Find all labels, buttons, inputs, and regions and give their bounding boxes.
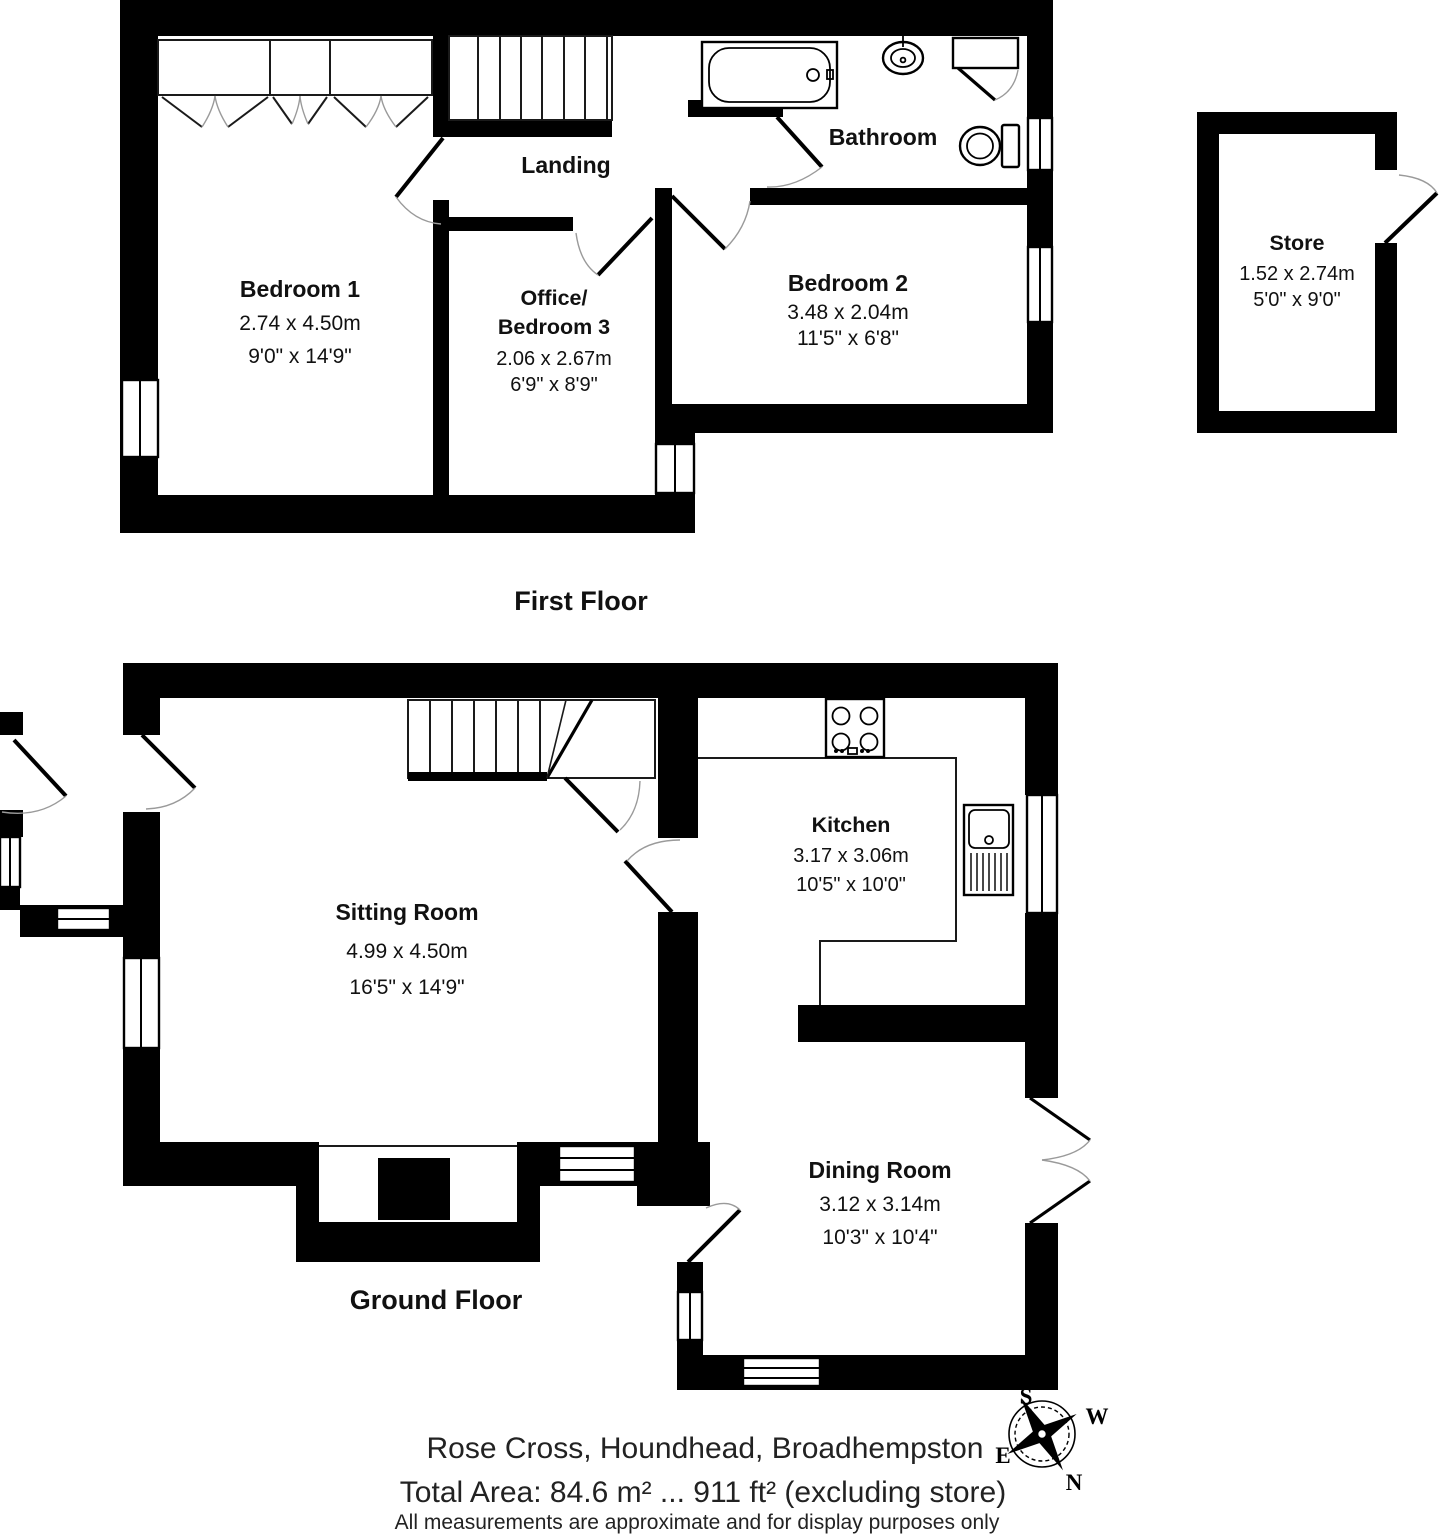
window-dining-west	[678, 1292, 702, 1340]
window-sitting-south	[559, 1146, 635, 1182]
compass-south: S	[1019, 1384, 1033, 1409]
ff-wall-bottom	[120, 495, 695, 533]
gf-wall-topleft-corner	[123, 663, 160, 735]
bathroom-label: Bathroom	[828, 124, 938, 150]
title-block	[395, 1432, 1007, 1534]
kitchen-label: Kitchen	[811, 813, 891, 837]
gf-wall-top	[123, 663, 1058, 698]
door-office	[576, 218, 652, 275]
gf-bay-bottom	[296, 1222, 540, 1262]
store-dim-metric: 1.52 x 2.74m	[1239, 263, 1355, 285]
gf-wall-corner-post	[637, 1142, 710, 1206]
window-porch-west	[0, 837, 20, 887]
compass-west: W	[1085, 1404, 1109, 1429]
staircase-ground-floor	[408, 700, 655, 781]
office-label-line1: Office/	[520, 286, 588, 310]
dining-room-dim-metric: 3.12 x 3.14m	[819, 1193, 941, 1216]
window-office-south	[656, 444, 694, 493]
staircase-first-floor	[449, 36, 612, 120]
ground-floor-title: Ground Floor	[349, 1285, 523, 1315]
store-dim-imperial: 5'0" x 9'0"	[1253, 289, 1341, 311]
sink-icon	[964, 805, 1013, 895]
office-dim-imperial: 6'9" x 8'9"	[510, 374, 598, 396]
sitting-room-dim-metric: 4.99 x 4.50m	[346, 940, 468, 963]
window-bathroom-east	[1028, 118, 1052, 170]
hob-icon	[826, 699, 884, 757]
office-dim-metric: 2.06 x 2.67m	[496, 348, 612, 370]
fireplace-icon	[378, 1158, 450, 1220]
door-bedroom2	[672, 196, 750, 249]
ff-wall-bedroom2-top	[750, 188, 1027, 205]
door-front	[2, 740, 66, 813]
gf-wall-right-a	[1025, 663, 1058, 795]
gf-dining-west-jamb	[677, 1262, 703, 1292]
ff-wall-right	[1027, 0, 1053, 433]
window-kitchen-east	[1027, 795, 1057, 913]
kitchen-dim-metric: 3.17 x 3.06m	[793, 845, 909, 867]
door-stairs	[565, 778, 640, 832]
total-area-line: Total Area: 84.6 m² ... 911 ft² (excluding store)	[399, 1476, 1007, 1509]
first-floor-plan	[120, 0, 1053, 616]
gf-wall-divider-lower	[658, 912, 698, 1142]
address-line: Rose Cross, Houndhead, Broadhempston	[426, 1432, 984, 1465]
compass-east: E	[995, 1443, 1011, 1468]
window-bedroom2-east	[1028, 247, 1052, 322]
bathtub-icon	[702, 42, 837, 108]
landing-label: Landing	[521, 152, 611, 178]
ff-wall-stair-bottom	[433, 120, 612, 137]
french-doors-dining	[1030, 1098, 1090, 1223]
gf-wall-right-c	[1025, 1223, 1058, 1390]
gf-dining-bottom	[677, 1355, 1058, 1390]
store-label: Store	[1269, 231, 1325, 255]
kitchen-dim-imperial: 10'5" x 10'0"	[796, 874, 906, 896]
door-dining	[688, 1203, 740, 1262]
door-bathroom	[767, 117, 822, 187]
disclaimer-line: All measurements are approximate and for display purposes only	[394, 1511, 1000, 1534]
toilet-icon	[960, 125, 1019, 167]
first-floor-title: First Floor	[514, 586, 648, 616]
office-label-line2: Bedroom 3	[497, 315, 611, 339]
bedroom2-label: Bedroom 2	[787, 270, 909, 296]
bedroom1-dim-metric: 2.74 x 4.50m	[239, 312, 361, 335]
window-bedroom1-west	[122, 380, 158, 457]
gf-wall-divider-upper	[658, 663, 698, 838]
store-plan	[1197, 112, 1437, 433]
door-kitchen	[625, 840, 680, 912]
dining-room-label: Dining Room	[808, 1157, 952, 1183]
gf-bay-right	[517, 1186, 540, 1262]
porch-wall-low	[0, 887, 20, 910]
window-dining-south	[743, 1358, 820, 1386]
ground-floor-plan	[0, 663, 1090, 1390]
ff-wall-bedroom1-east	[433, 200, 449, 495]
bedroom1-dim-imperial: 9'0" x 14'9"	[248, 345, 352, 368]
gf-wall-right-b	[1025, 913, 1058, 1098]
ff-wall-office-top	[449, 217, 573, 231]
dining-room-dim-imperial: 10'3" x 10'4"	[822, 1226, 938, 1249]
porch-wall-top	[0, 712, 23, 735]
window-porch-south	[57, 908, 110, 930]
porch-wall-mid	[0, 810, 23, 837]
sitting-room-label: Sitting Room	[335, 899, 479, 925]
gf-wall-bottom-west	[123, 1142, 319, 1186]
ff-wall-wing-bottom	[655, 404, 1053, 433]
shower-icon	[953, 38, 1018, 100]
ff-wall-office-right	[655, 188, 672, 444]
compass-north: N	[1065, 1470, 1083, 1495]
bedroom1-label: Bedroom 1	[239, 276, 361, 302]
wardrobe-icon	[158, 40, 432, 127]
ff-wall-top	[120, 0, 1053, 36]
door-porch-inner	[142, 735, 195, 809]
window-sitting-west	[124, 958, 159, 1048]
sitting-room-dim-imperial: 16'5" x 14'9"	[349, 976, 465, 999]
bedroom2-dim-metric: 3.48 x 2.04m	[787, 301, 909, 324]
bedroom2-dim-imperial: 11'5" x 6'8"	[797, 327, 899, 350]
basin-icon	[883, 36, 923, 74]
gf-kitchen-dining-wall	[798, 1005, 1025, 1042]
